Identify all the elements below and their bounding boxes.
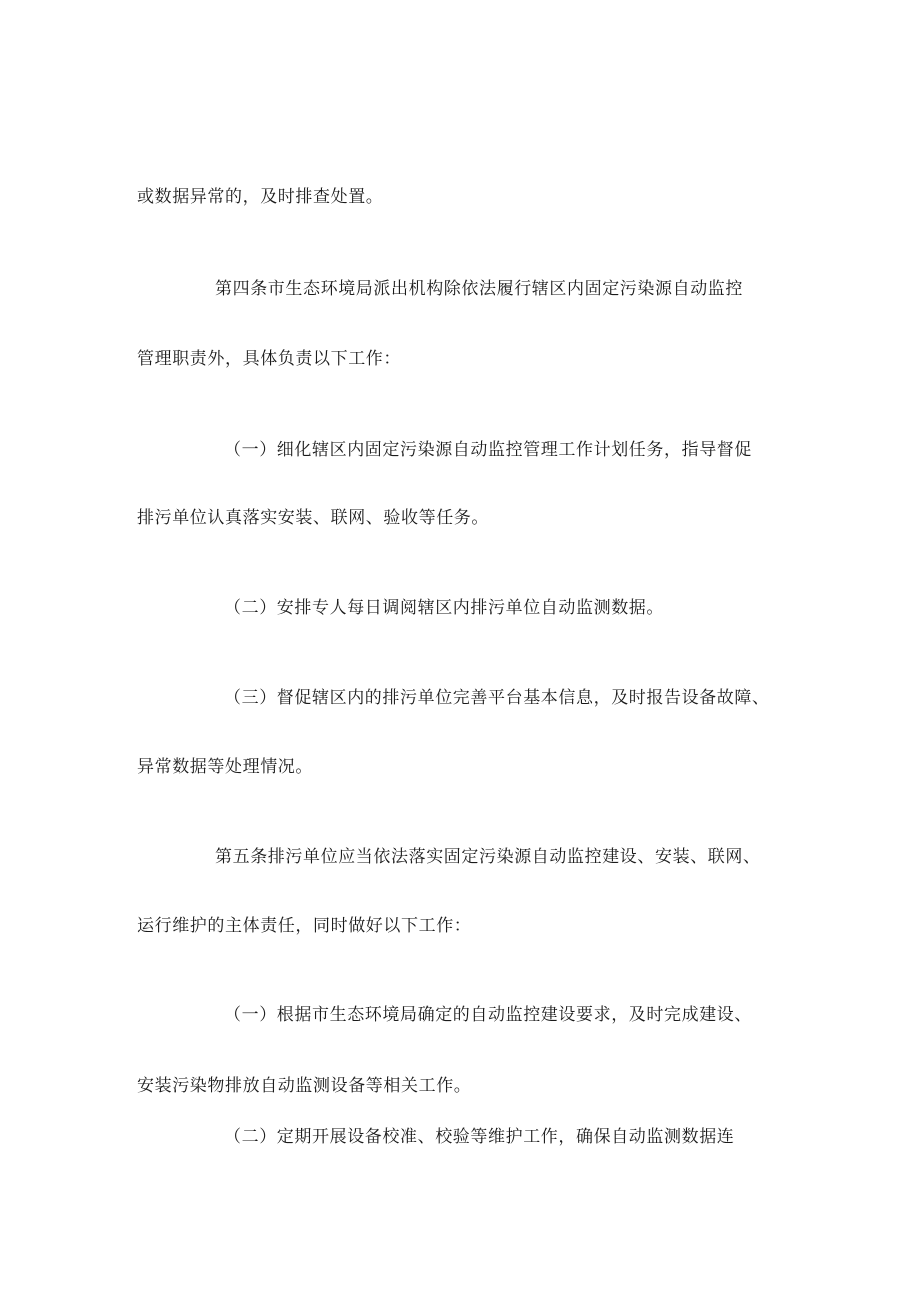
list-item-line: （二）定期开展设备校准、校验等维护工作，确保自动监测数据连 — [224, 1127, 735, 1147]
paragraph-line: 排污单位认真落实安装、联网、验收等任务。 — [137, 508, 489, 528]
list-item-line: （一）根据市生态环境局确定的自动监控建设要求，及时完成建设、 — [224, 1005, 752, 1025]
article-heading-line: 第四条市生态环境局派出机构除依法履行辖区内固定污染源自动监控 — [215, 279, 743, 299]
list-item-line: （一）细化辖区内固定污染源自动监控管理工作计划任务，指导督促 — [224, 440, 752, 460]
paragraph-line: 异常数据等处理情况。 — [137, 757, 313, 777]
paragraph-line: 或数据异常的，及时排查处置。 — [137, 187, 384, 207]
article-heading-line: 第五条排污单位应当依法落实固定污染源自动监控建设、安装、联网、 — [215, 847, 761, 867]
paragraph-line: 运行维护的主体责任，同时做好以下工作： — [137, 916, 472, 936]
paragraph-line: 安装污染物排放自动监测设备等相关工作。 — [137, 1076, 472, 1096]
list-item-line: （二）安排专人每日调阅辖区内排污单位自动监测数据。 — [224, 598, 664, 618]
paragraph-line: 管理职责外，具体负责以下工作： — [137, 349, 401, 369]
list-item-line: （三）督促辖区内的排污单位完善平台基本信息，及时报告设备故障、 — [224, 688, 770, 708]
